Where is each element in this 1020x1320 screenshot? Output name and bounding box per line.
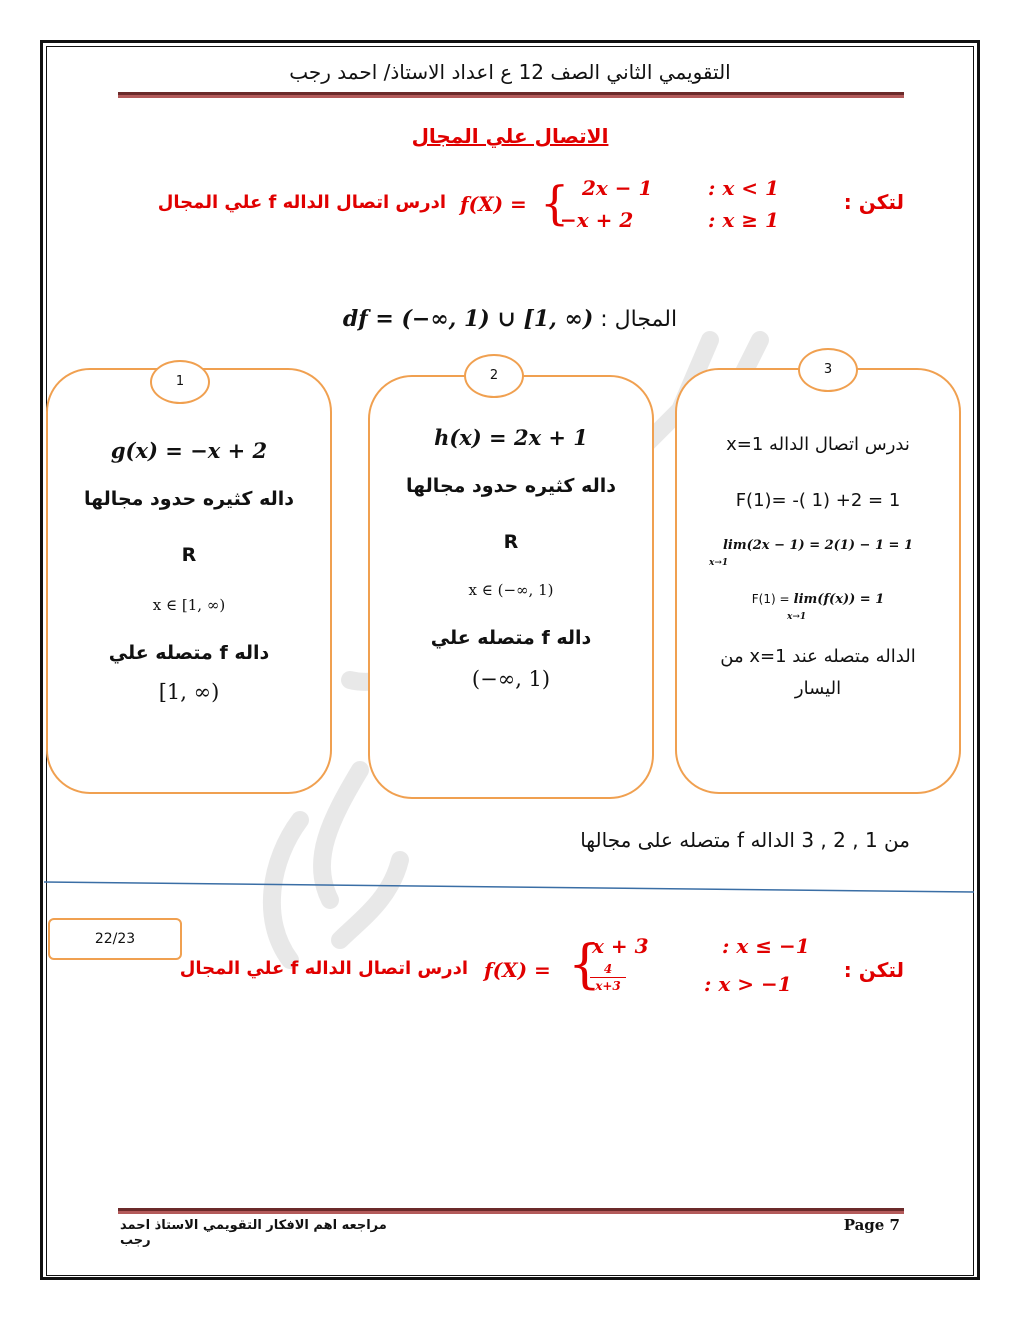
problem2-case1-cond: : x ≤ −1 — [722, 934, 810, 958]
box1-func: g(x) = −x + 2 — [110, 438, 268, 463]
problem2-case2-cond: : x > −1 — [704, 972, 792, 996]
box1-set: R — [181, 544, 197, 566]
problem1-case2-cond — [708, 208, 826, 232]
box-1 — [46, 368, 332, 794]
problem1-prefix: لتكن : — [843, 190, 904, 214]
problem2-prefix: لتكن : — [843, 958, 904, 982]
domain-expr: df = (−∞, 1) ∪ [1, ∞) — [342, 306, 594, 332]
box2-interval: (−∞, 1) — [471, 667, 551, 691]
box3-limit2: lim(f(x)) = 1 — [793, 592, 885, 607]
box3-limit2-prefix: F(1) = — [751, 592, 790, 606]
problem2-instruction: ادرس اتصال الداله f علي المجال — [179, 958, 468, 979]
problem1-case2-cond-text: : x ≥ 1 — [708, 208, 779, 232]
box-2 — [368, 375, 654, 799]
box1-membership: x ∈ [1, ∞) — [152, 596, 226, 614]
problem2-case2-den: x+3 — [595, 979, 621, 993]
problem1-brace: { — [540, 176, 570, 230]
problem2-case1-expr: x + 3 — [592, 934, 649, 958]
box-3 — [675, 368, 961, 794]
section-divider — [44, 878, 974, 894]
problem1-case1-cond — [708, 176, 826, 200]
box2-membership: x ∈ (−∞, 1) — [468, 581, 554, 599]
problem2-lhs: f(X) = — [484, 958, 551, 982]
box1-number-badge: 1 — [150, 360, 210, 404]
question-counter: 22/23 — [48, 918, 182, 960]
box3-limit1-sub: x→1 — [709, 558, 729, 568]
box3-number-badge: 3 — [798, 348, 858, 392]
problem1-case2-expr: −x + 2 — [560, 208, 634, 232]
box2-set: R — [503, 531, 519, 553]
box1-cont: داله f متصله علي — [108, 642, 270, 664]
page-number: Page 7 — [843, 1216, 900, 1234]
conclusion-text: من 1 , 2 , 3 الداله f متصله على مجالها — [580, 828, 910, 852]
problem2-brace: { — [568, 935, 602, 995]
problem1-case1-cond-text: : x < 1 — [708, 176, 779, 200]
box2-desc: داله كثيره حدود مجالها — [406, 475, 616, 497]
domain-line — [330, 306, 690, 332]
box3-line3: الداله متصله عند x=1 من — [720, 646, 916, 667]
problem1-instruction: ادرس اتصال الداله f علي المجال — [157, 192, 446, 213]
box3-limit2-sub: x→1 — [787, 612, 807, 622]
domain-label: : المجال — [600, 307, 678, 332]
box2-number-badge: 2 — [464, 354, 524, 398]
header-rule — [118, 92, 904, 98]
box3-line1: ندرس اتصال الداله x=1 — [726, 434, 910, 455]
box3-line2: F(1)= -( 1) +2 = 1 — [735, 490, 901, 511]
footer-rule — [118, 1208, 904, 1214]
problem1-case1-expr: 2x − 1 — [582, 176, 653, 200]
problem2-case2-num: 4 — [603, 962, 613, 976]
section-title: الاتصال علي المجال — [411, 124, 609, 148]
box3-line4: اليسار — [794, 678, 842, 699]
box1-desc: داله كثيره حدود مجالها — [84, 488, 294, 510]
page-header-title: التقويمي الثاني الصف 12 ع اعداد الاستاذ/ احمد رجب — [289, 60, 731, 84]
box2-cont: داله f متصله علي — [430, 627, 592, 649]
problem1-lhs: f(X) = — [460, 192, 527, 216]
footer-author: مراجعه اهم الافكار التقويمي الاستاذ احمد رجب — [120, 1218, 387, 1248]
box1-interval: [1, ∞) — [158, 680, 220, 704]
box3-limit1: lim(2x − 1) = 2(1) − 1 = 1 — [722, 538, 914, 553]
box2-func: h(x) = 2x + 1 — [434, 425, 588, 450]
